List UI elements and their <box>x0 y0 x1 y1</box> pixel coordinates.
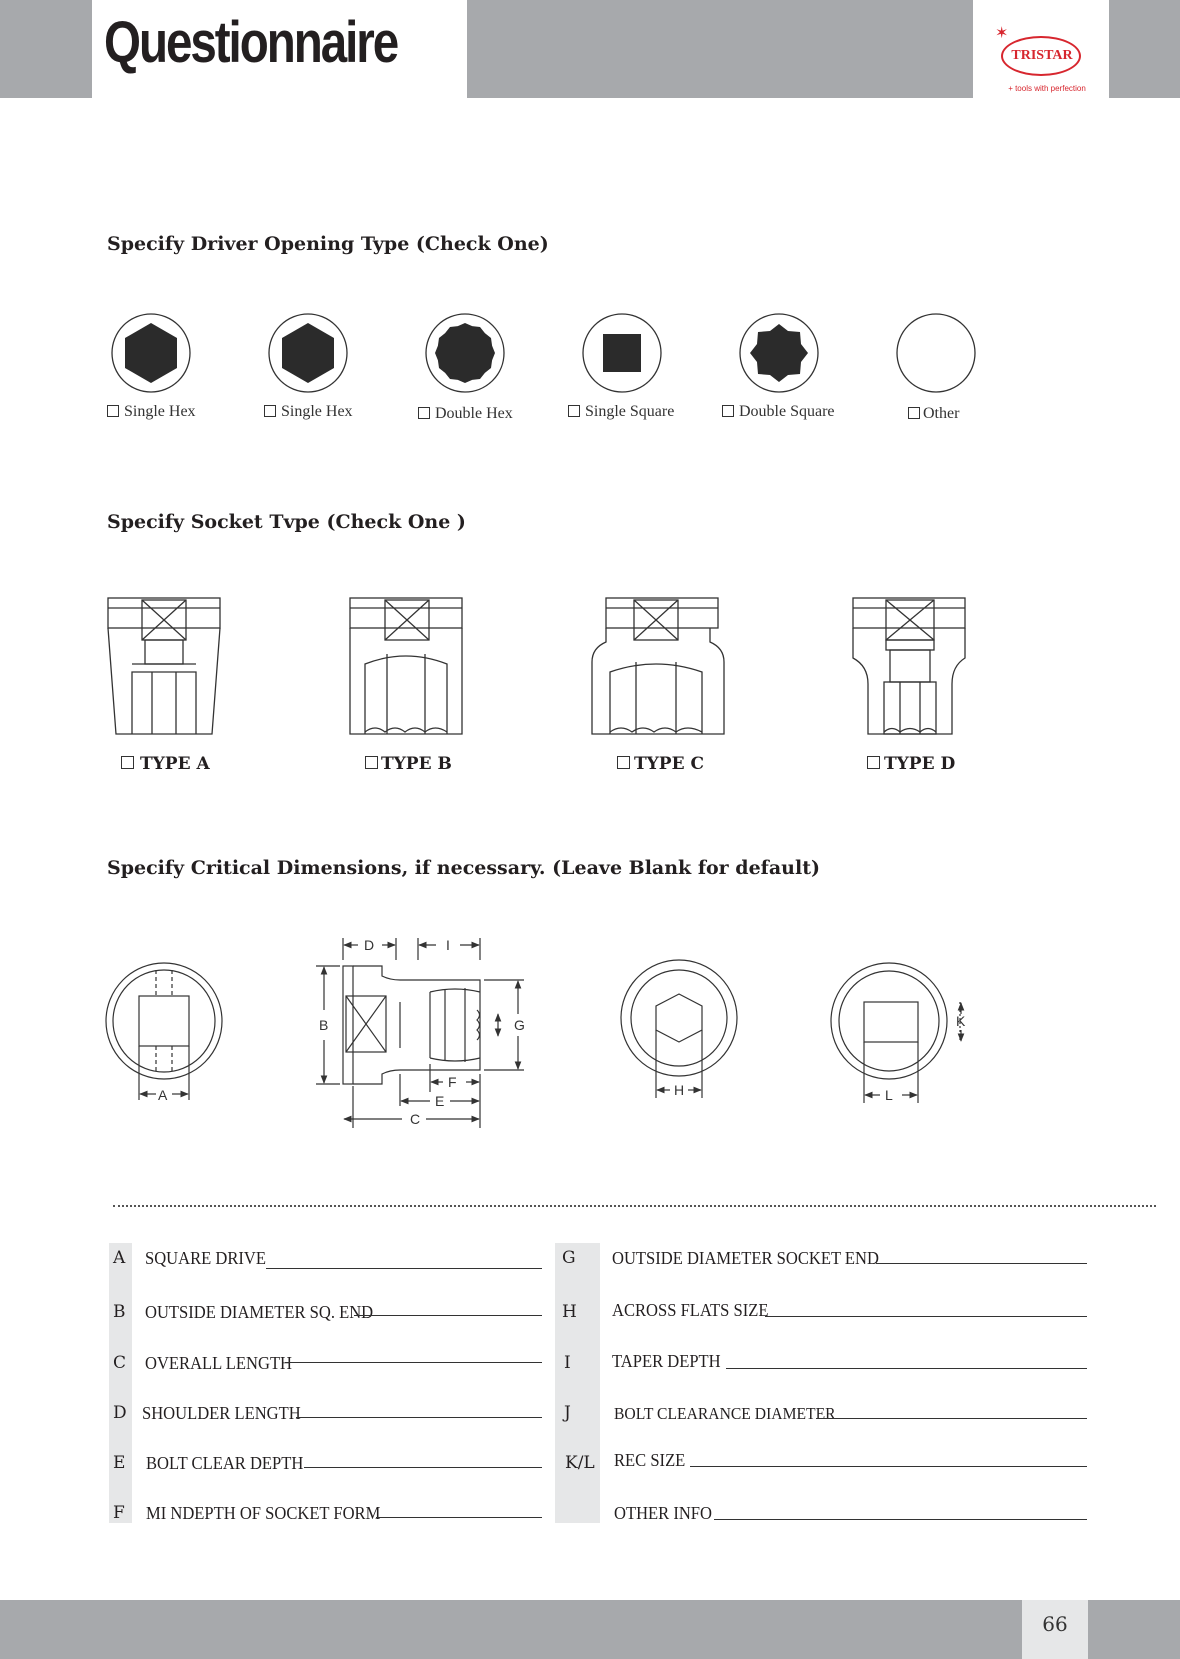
square-icon <box>583 314 661 392</box>
form-letter-e: E <box>113 1453 126 1473</box>
form-letter-k-l: K/L <box>565 1453 595 1473</box>
input-outside-diameter-socket-end[interactable] <box>876 1263 1087 1264</box>
dim-label-b: B <box>319 1017 329 1033</box>
eight-point-star-icon <box>740 314 818 392</box>
dimensions-section-heading: Specify Critical Dimensions, if necessary. (Leave Blank for default) <box>107 857 820 879</box>
input-bolt-clear-depth[interactable] <box>304 1467 542 1468</box>
dim-label-e: E <box>435 1093 445 1109</box>
socket-section-heading: Specify Socket Tvpe (Check One ) <box>107 511 466 533</box>
square-drive-end-view <box>106 963 222 1100</box>
input-outside-diameter-sq-end[interactable] <box>354 1315 542 1316</box>
input-bolt-clearance-diameter[interactable] <box>816 1418 1087 1419</box>
checkbox[interactable] <box>617 756 630 769</box>
driver-section-heading: Specify Driver Opening Type (Check One) <box>107 233 549 255</box>
hexagon-icon <box>112 314 190 392</box>
socket-type-d-option[interactable]: TYPE D <box>867 754 955 774</box>
right-letter-column <box>555 1243 600 1523</box>
dim-label-f: F <box>448 1074 457 1090</box>
form-letter-c: C <box>113 1353 127 1373</box>
input-shoulder-length[interactable] <box>296 1417 542 1418</box>
footer-bar <box>0 1600 1180 1659</box>
checkbox[interactable] <box>568 405 580 417</box>
driver-option-single-square[interactable]: Single Square <box>568 403 674 421</box>
form-label-min-depth-socket-form: MI NDEPTH OF SOCKET FORM <box>146 1503 381 1523</box>
form-letter-i: I <box>564 1353 571 1373</box>
input-overall-length[interactable] <box>285 1362 542 1363</box>
form-label-square-drive: SQUARE DRIVE <box>145 1248 266 1268</box>
checkbox[interactable] <box>908 407 920 419</box>
socket-type-c-option[interactable]: TYPE C <box>617 754 704 774</box>
driver-option-double-hex[interactable]: Double Hex <box>418 405 513 423</box>
logo-text: TRISTAR <box>1011 48 1073 63</box>
empty-circle-icon <box>897 314 975 392</box>
form-label-shoulder-length: SHOULDER LENGTH <box>142 1403 301 1423</box>
logo-tagline: + tools with perfection <box>1008 84 1086 93</box>
brand-logo <box>973 0 1109 98</box>
form-letter-b: B <box>113 1302 126 1322</box>
form-letter-d: D <box>113 1403 127 1423</box>
hexagon-icon <box>269 314 347 392</box>
socket-type-c-diagram <box>592 598 724 734</box>
checkbox[interactable] <box>264 405 276 417</box>
socket-type-diagrams <box>100 592 980 737</box>
dim-label-k: K <box>956 1013 966 1029</box>
form-letter-h: H <box>562 1302 577 1322</box>
dim-label-g: G <box>514 1017 525 1033</box>
dim-label-h: H <box>674 1082 685 1098</box>
form-label-outside-diameter-socket-end: OUTSIDE DIAMETER SOCKET END <box>612 1248 879 1268</box>
socket-type-a-option[interactable]: TYPE A <box>121 754 210 774</box>
checkbox[interactable] <box>121 756 134 769</box>
dimension-diagrams <box>100 930 980 1130</box>
input-taper-depth[interactable] <box>726 1368 1087 1369</box>
form-letter-a: A <box>113 1248 126 1268</box>
input-rec-size[interactable] <box>690 1466 1087 1467</box>
driver-option-other[interactable]: Other <box>908 405 959 423</box>
dim-label-i: I <box>446 937 450 953</box>
checkbox[interactable] <box>867 756 880 769</box>
form-label-across-flats-size: ACROSS FLATS SIZE <box>612 1300 769 1320</box>
form-letter-g: G <box>562 1248 576 1268</box>
input-square-drive[interactable] <box>266 1268 542 1269</box>
socket-type-a-diagram <box>108 598 220 734</box>
driver-icons <box>100 305 1000 400</box>
driver-option-double-square[interactable]: Double Square <box>722 403 835 421</box>
header-bar-right <box>1109 0 1180 98</box>
rectangle-end-view <box>831 963 961 1103</box>
driver-option-single-hex[interactable]: Single Hex <box>107 403 196 421</box>
page-title: Questionnaire <box>104 10 398 75</box>
header-bar-left <box>0 0 92 98</box>
dim-label-c: C <box>410 1111 421 1127</box>
checkbox[interactable] <box>365 756 378 769</box>
hex-end-view <box>621 960 737 1098</box>
form-label-rec-size: REC SIZE <box>614 1450 686 1470</box>
form-letter-f: F <box>113 1503 125 1523</box>
checkbox[interactable] <box>722 405 734 417</box>
divider <box>113 1205 1156 1207</box>
socket-type-b-option[interactable]: TYPE B <box>365 754 452 774</box>
star-icon: ✶ <box>995 25 1009 42</box>
form-label-outside-diameter-sq-end: OUTSIDE DIAMETER SQ. END <box>145 1302 374 1322</box>
dim-label-l: L <box>885 1087 893 1103</box>
checkbox[interactable] <box>107 405 119 417</box>
twelve-point-icon <box>426 314 504 392</box>
form-label-bolt-clearance-diameter: BOLT CLEARANCE DIAMETER <box>614 1404 836 1423</box>
socket-type-d-diagram <box>853 598 965 734</box>
dim-label-a: A <box>158 1087 168 1103</box>
form-label-other-info: OTHER INFO <box>614 1503 712 1523</box>
input-other-info[interactable] <box>714 1519 1087 1520</box>
socket-type-b-diagram <box>350 598 462 734</box>
checkbox[interactable] <box>418 407 430 419</box>
page-number: 66 <box>1042 1612 1068 1636</box>
driver-option-single-hex-2[interactable]: Single Hex <box>264 403 353 421</box>
form-label-bolt-clear-depth: BOLT CLEAR DEPTH <box>146 1453 304 1473</box>
dim-label-d: D <box>364 937 375 953</box>
form-letter-j: J <box>564 1403 571 1423</box>
socket-side-view <box>316 938 524 1128</box>
input-min-depth-socket-form[interactable] <box>376 1517 542 1518</box>
left-letter-column <box>109 1243 132 1523</box>
form-label-taper-depth: TAPER DEPTH <box>612 1351 721 1371</box>
form-label-overall-length: OVERALL LENGTH <box>145 1353 293 1373</box>
header-bar-middle <box>467 0 973 98</box>
input-across-flats-size[interactable] <box>765 1316 1087 1317</box>
